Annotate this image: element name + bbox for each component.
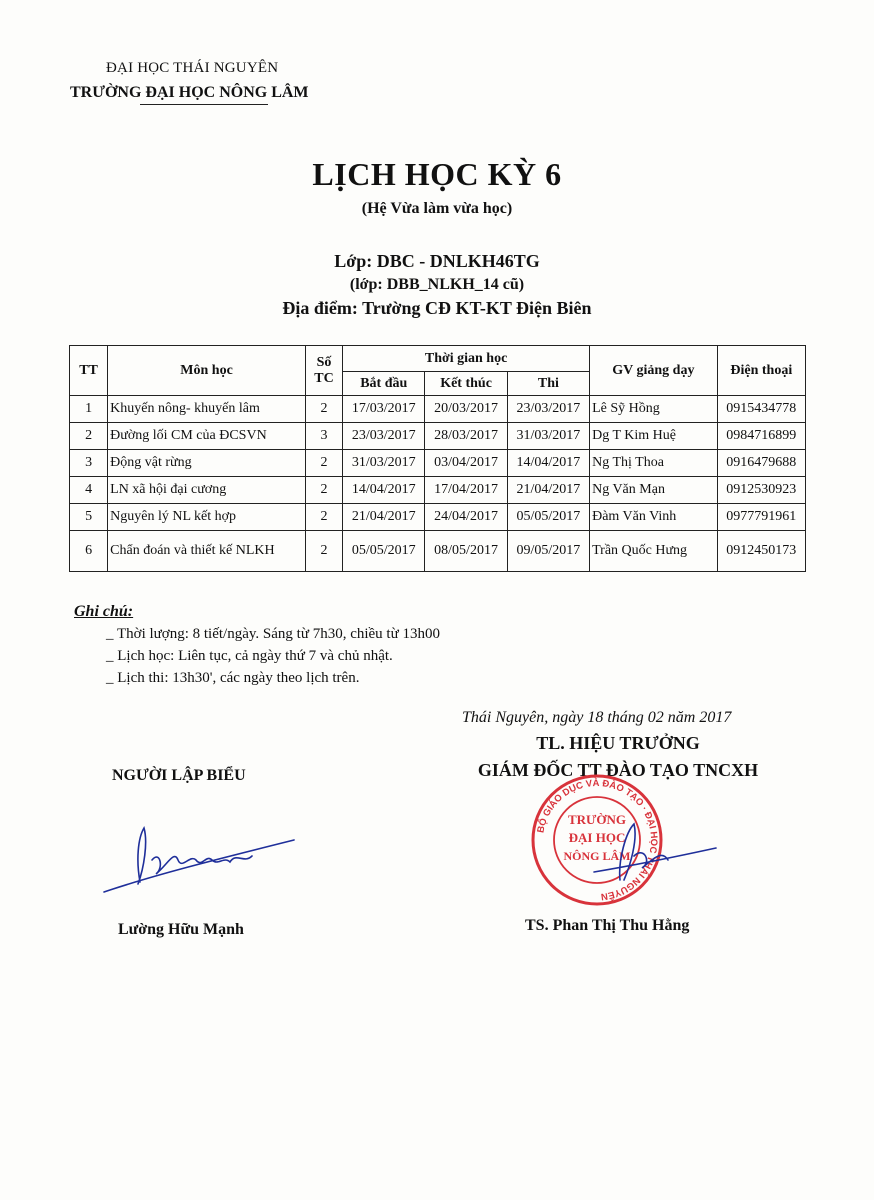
document-title: LỊCH HỌC KỲ 6 (312, 156, 562, 192)
header-end: Kết thúc (425, 372, 507, 396)
note-item: _ Lịch học: Liên tục, cả ngày thứ 7 và chủ nhật. (106, 648, 393, 664)
header-subject: Môn học (108, 346, 306, 396)
preparer-name: Lường Hữu Mạnh (118, 921, 244, 938)
notes-heading: Ghi chú: (74, 603, 134, 620)
preparer-signature-stroke (104, 828, 294, 892)
header-time-group: Thời gian học (343, 346, 590, 372)
date-line: Thái Nguyên, ngày 18 tháng 02 năm 2017 (462, 709, 732, 726)
note-item: _ Lịch thi: 13h30', các ngày theo lịch trên. (106, 670, 360, 686)
header-credits (305, 346, 342, 396)
table-row (70, 504, 806, 531)
header-start: Bắt đầu (343, 372, 425, 396)
cell-end: 20/03/2017 (425, 396, 507, 423)
director-signature-stroke (594, 824, 716, 880)
document-subtitle: (Hệ Vừa làm vừa học) (361, 200, 513, 217)
cell-subject: LN xã hội đại cương (108, 477, 306, 504)
cell-exam: 09/05/2017 (507, 531, 589, 572)
cell-exam: 14/04/2017 (507, 450, 589, 477)
cell-tt: 5 (70, 504, 108, 531)
location-line: Địa điểm: Trường CĐ KT-KT Điện Biên (282, 298, 592, 318)
cell-phone: 0915434778 (717, 396, 805, 423)
cell-credits: 2 (305, 531, 342, 572)
table-row (70, 477, 806, 504)
schedule-table (69, 345, 806, 572)
old-class-line: (lớp: DBB_NLKH_14 cũ) (349, 276, 525, 293)
cell-lecturer: Trần Quốc Hưng (590, 531, 718, 572)
table-row (70, 396, 806, 423)
cell-credits: 3 (305, 423, 342, 450)
cell-end: 08/05/2017 (425, 531, 507, 572)
cell-credits: 2 (305, 396, 342, 423)
cell-credits: 2 (305, 504, 342, 531)
header-tt: TT (70, 346, 108, 396)
cell-credits: 2 (305, 477, 342, 504)
cell-phone: 0977791961 (717, 504, 805, 531)
cell-exam: 31/03/2017 (507, 423, 589, 450)
cell-start: 21/04/2017 (343, 504, 425, 531)
cell-start: 05/05/2017 (343, 531, 425, 572)
cell-start: 23/03/2017 (343, 423, 425, 450)
director-line: GIÁM ĐỐC TT ĐÀO TẠO TNCXH (477, 760, 759, 780)
cell-phone: 0912450173 (717, 531, 805, 572)
cell-lecturer: Lê Sỹ Hồng (590, 396, 718, 423)
table-row (70, 450, 806, 477)
note-item: _ Thời lượng: 8 tiết/ngày. Sáng từ 7h30, chiều từ 13h00 (106, 626, 440, 642)
cell-subject: Động vật rừng (108, 450, 306, 477)
header-phone: Điện thoại (717, 346, 805, 396)
cell-phone: 0916479688 (717, 450, 805, 477)
preparer-label: NGƯỜI LẬP BIỂU (112, 767, 246, 784)
preparer-signature (94, 820, 304, 900)
table-row (70, 423, 806, 450)
cell-end: 24/04/2017 (425, 504, 507, 531)
cell-tt: 3 (70, 450, 108, 477)
header-lecturer: GV giảng dạy (590, 346, 718, 396)
stamp-line-3: NÔNG LÂM (563, 849, 631, 863)
cell-start: 31/03/2017 (343, 450, 425, 477)
stamp-line-1: TRƯỜNG (567, 812, 627, 827)
signer-name: TS. Phan Thị Thu Hằng (525, 917, 690, 934)
cell-tt: 4 (70, 477, 108, 504)
cell-subject: Nguyên lý NL kết hợp (108, 504, 306, 531)
cell-exam: 23/03/2017 (507, 396, 589, 423)
stamp-outer-text: BỘ GIÁO DỤC VÀ ĐÀO TẠO · ĐẠI HỌC THÁI NGUYÊN (535, 777, 660, 902)
cell-subject: Đường lối CM của ĐCSVN (108, 423, 306, 450)
cell-lecturer: Dg T Kim Huệ (590, 423, 718, 450)
cell-start: 17/03/2017 (343, 396, 425, 423)
cell-credits: 2 (305, 450, 342, 477)
cell-subject: Khuyến nông- khuyến lâm (108, 396, 306, 423)
header-credits-line2: TC (314, 370, 334, 386)
cell-end: 17/04/2017 (425, 477, 507, 504)
cell-phone: 0984716899 (717, 423, 805, 450)
tl-line: TL. HIỆU TRƯỞNG (536, 733, 700, 753)
header-exam: Thi (507, 372, 589, 396)
cell-end: 03/04/2017 (425, 450, 507, 477)
cell-lecturer: Ng Văn Mạn (590, 477, 718, 504)
cell-start: 14/04/2017 (343, 477, 425, 504)
cell-phone: 0912530923 (717, 477, 805, 504)
cell-subject: Chẩn đoán và thiết kế NLKH (108, 531, 306, 572)
university-name: ĐẠI HỌC THÁI NGUYÊN (106, 60, 279, 76)
cell-tt: 2 (70, 423, 108, 450)
school-underline (140, 104, 268, 105)
school-name: TRƯỜNG ĐẠI HỌC NÔNG LÂM (70, 84, 309, 101)
header-credits-line1: Số (316, 354, 332, 370)
cell-exam: 05/05/2017 (507, 504, 589, 531)
cell-tt: 6 (70, 531, 108, 572)
cell-lecturer: Ng Thị Thoa (590, 450, 718, 477)
table-row (70, 531, 806, 572)
cell-lecturer: Đàm Văn Vinh (590, 504, 718, 531)
cell-exam: 21/04/2017 (507, 477, 589, 504)
cell-tt: 1 (70, 396, 108, 423)
director-signature (590, 810, 720, 890)
cell-end: 28/03/2017 (425, 423, 507, 450)
class-line: Lớp: DBC - DNLKH46TG (334, 251, 540, 271)
stamp-line-2: ĐẠI HỌC (568, 830, 626, 845)
